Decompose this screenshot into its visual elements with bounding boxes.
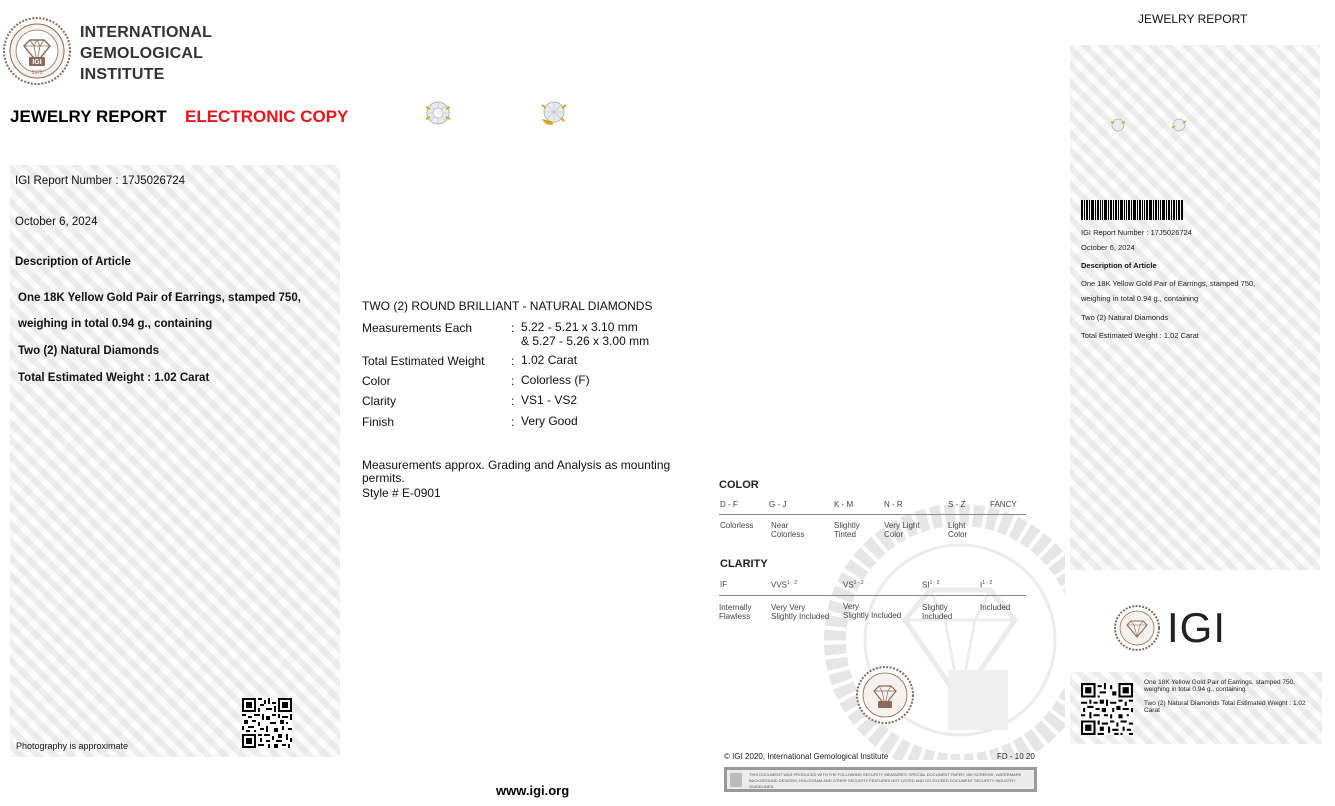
igi-logo-text: IGI xyxy=(1167,604,1227,651)
copyright: © IGI 2020, International Gemological Institute xyxy=(724,752,889,761)
clarity-value: VS1 - VS2 xyxy=(521,393,578,407)
org-name xyxy=(80,22,212,85)
right-description-heading: Description of Article xyxy=(1081,261,1157,270)
clarity-grade-5: $I^{1 - 2}$ xyxy=(980,580,993,590)
measurements-value: 5.22 - 5.21 x 3.10 mm xyxy=(521,320,638,334)
measurements-label: Measurements Each xyxy=(362,321,473,335)
stub-line-2: weighing in total 0.94 g., containing xyxy=(1144,686,1246,693)
seal-abbrev: IGI xyxy=(32,59,42,66)
clarity-scale-title: CLARITY xyxy=(720,558,768,570)
grading-note xyxy=(362,459,670,485)
clarity-label: Clarity xyxy=(362,394,397,408)
earring-photo-small-1 xyxy=(1109,116,1127,134)
color-desc-5: Light Color xyxy=(948,521,968,539)
earring-photo-1 xyxy=(422,97,454,129)
website-link[interactable]: www.igi.org xyxy=(496,783,570,798)
right-description-line-3: Two (2) Natural Diamonds xyxy=(1081,313,1169,322)
colon: : xyxy=(511,394,515,408)
color-label: Color xyxy=(362,374,391,388)
right-description-line-1: One 18K Yellow Gold Pair of Earrings, stamped 750, xyxy=(1081,279,1256,288)
left-report-panel xyxy=(10,165,340,757)
clarity-desc-3: Very Slightly Included xyxy=(843,602,902,620)
color-grade-5: S - Z xyxy=(948,500,966,509)
igi-seal-logo xyxy=(2,16,72,86)
divider xyxy=(719,595,1026,596)
org-line-2: GEMOLOGICAL xyxy=(80,45,204,62)
security-strip xyxy=(724,767,1037,792)
right-description-line-2: weighing in total 0.94 g., containing xyxy=(1081,294,1199,303)
color-desc-1: Colorless xyxy=(720,521,754,530)
right-report-panel xyxy=(1070,45,1320,570)
color-grade-4: N - R xyxy=(884,500,903,509)
stub-line-3: Two (2) Natural Diamonds Total Estimated Weight : 1.02 xyxy=(1144,700,1306,707)
clarity-desc-4: Slightly Included xyxy=(922,603,953,621)
measurements-value-2: & 5.27 - 5.26 x 3.00 mm xyxy=(521,334,650,348)
org-line-1: INTERNATIONAL xyxy=(80,24,213,41)
color-desc-4: Very Light Color xyxy=(884,521,920,539)
right-report-date: October 6, 2024 xyxy=(1081,243,1135,252)
grading-heading: TWO (2) ROUND BRILLIANT - NATURAL DIAMONDS xyxy=(362,299,653,313)
grading-note-line-1: Measurements approx. Grading and Analysis as mounting xyxy=(362,458,671,472)
description-line-2: weighing in total 0.94 g., containing xyxy=(18,318,213,330)
stub-description xyxy=(1144,679,1314,714)
report-number: IGI Report Number : 17J5026724 xyxy=(15,175,186,187)
color-desc-3: Slightly Tinted xyxy=(834,521,860,539)
right-description-line-4: Total Estimated Weight : 1.02 Carat xyxy=(1081,331,1199,340)
color-value: Colorless (F) xyxy=(521,373,590,387)
color-grade-6: FANCY xyxy=(990,500,1017,509)
colon: : xyxy=(511,374,515,388)
qr-code[interactable] xyxy=(242,698,292,748)
earring-photo-2 xyxy=(537,97,569,129)
finish-value: Very Good xyxy=(521,414,578,428)
colon: : xyxy=(511,354,515,368)
color-grade-3: K - M xyxy=(834,500,854,509)
report-date: October 6, 2024 xyxy=(15,216,98,228)
igi-logo-seal xyxy=(1113,604,1161,652)
form-code: FD - 10 20 xyxy=(997,752,1035,761)
stub-line-1: One 18K Yellow Gold Pair of Earrings, stamped 750, xyxy=(1144,679,1296,686)
org-line-3: INSTITUTE xyxy=(80,66,165,83)
style-number: Style # E-0901 xyxy=(362,486,441,500)
color-grade-2: G - J xyxy=(769,500,787,509)
report-title: JEWELRY REPORT xyxy=(10,107,167,126)
clarity-grade-4: SI$^{1 - 2}$ xyxy=(922,580,940,590)
stub-line-4: Carat xyxy=(1144,707,1160,714)
electronic-copy-label: ELECTRONIC COPY xyxy=(185,107,349,126)
finish-label: Finish xyxy=(362,415,395,429)
color-scale-title: COLOR xyxy=(719,479,759,491)
security-icon xyxy=(730,773,742,787)
qr-code-right[interactable] xyxy=(1081,683,1133,735)
description-line-3: Two (2) Natural Diamonds xyxy=(18,345,159,357)
grading-note-line-2: permits. xyxy=(362,471,405,485)
barcode xyxy=(1081,200,1183,220)
seal-year: 1975 xyxy=(31,70,43,76)
igi-seal-small xyxy=(855,665,915,725)
right-report-number: IGI Report Number : 17J5026724 xyxy=(1081,228,1192,237)
color-grade-1: D - F xyxy=(720,500,738,509)
description-line-1: One 18K Yellow Gold Pair of Earrings, stamped 750, xyxy=(18,292,301,304)
divider xyxy=(719,514,1026,515)
earring-photo-small-2 xyxy=(1170,116,1188,134)
clarity-desc-2: Very Very Slightly Included xyxy=(771,603,830,621)
clarity-grade-2: VVS$^{1 - 2}$ xyxy=(771,580,798,590)
clarity-desc-1: Internally Flawless xyxy=(719,603,752,621)
colon: : xyxy=(511,415,515,429)
weight-value: 1.02 Carat xyxy=(521,353,578,367)
photography-note: Photography is approximate xyxy=(16,741,129,751)
color-desc-2: Near Colorless xyxy=(771,521,805,539)
colon: : xyxy=(511,321,515,335)
security-text: THIS DOCUMENT WAS PRODUCED WITH THE FOLLOWING SECURITY MEASURES: SPECIAL DOCUMENT PAPER, INK SCREENS, WATERMARK BACKGROUND DESIGNS, HOLOGRAM AND OTHER SECURITY FEATURES NOT LISTED AND DO EXCEED DOCUMENT SECURITY INDUSTRY GUIDELINES. xyxy=(749,772,1022,788)
description-heading: Description of Article xyxy=(15,256,131,268)
clarity-grade-3: VS$^{1 - 2}$ xyxy=(843,580,864,590)
clarity-desc-5: Included xyxy=(980,603,1011,612)
clarity-grade-1: IF xyxy=(720,580,728,589)
description-line-4: Total Estimated Weight : 1.02 Carat xyxy=(18,372,210,384)
right-report-title: JEWELRY REPORT xyxy=(1138,12,1248,26)
weight-label: Total Estimated Weight xyxy=(362,354,485,368)
